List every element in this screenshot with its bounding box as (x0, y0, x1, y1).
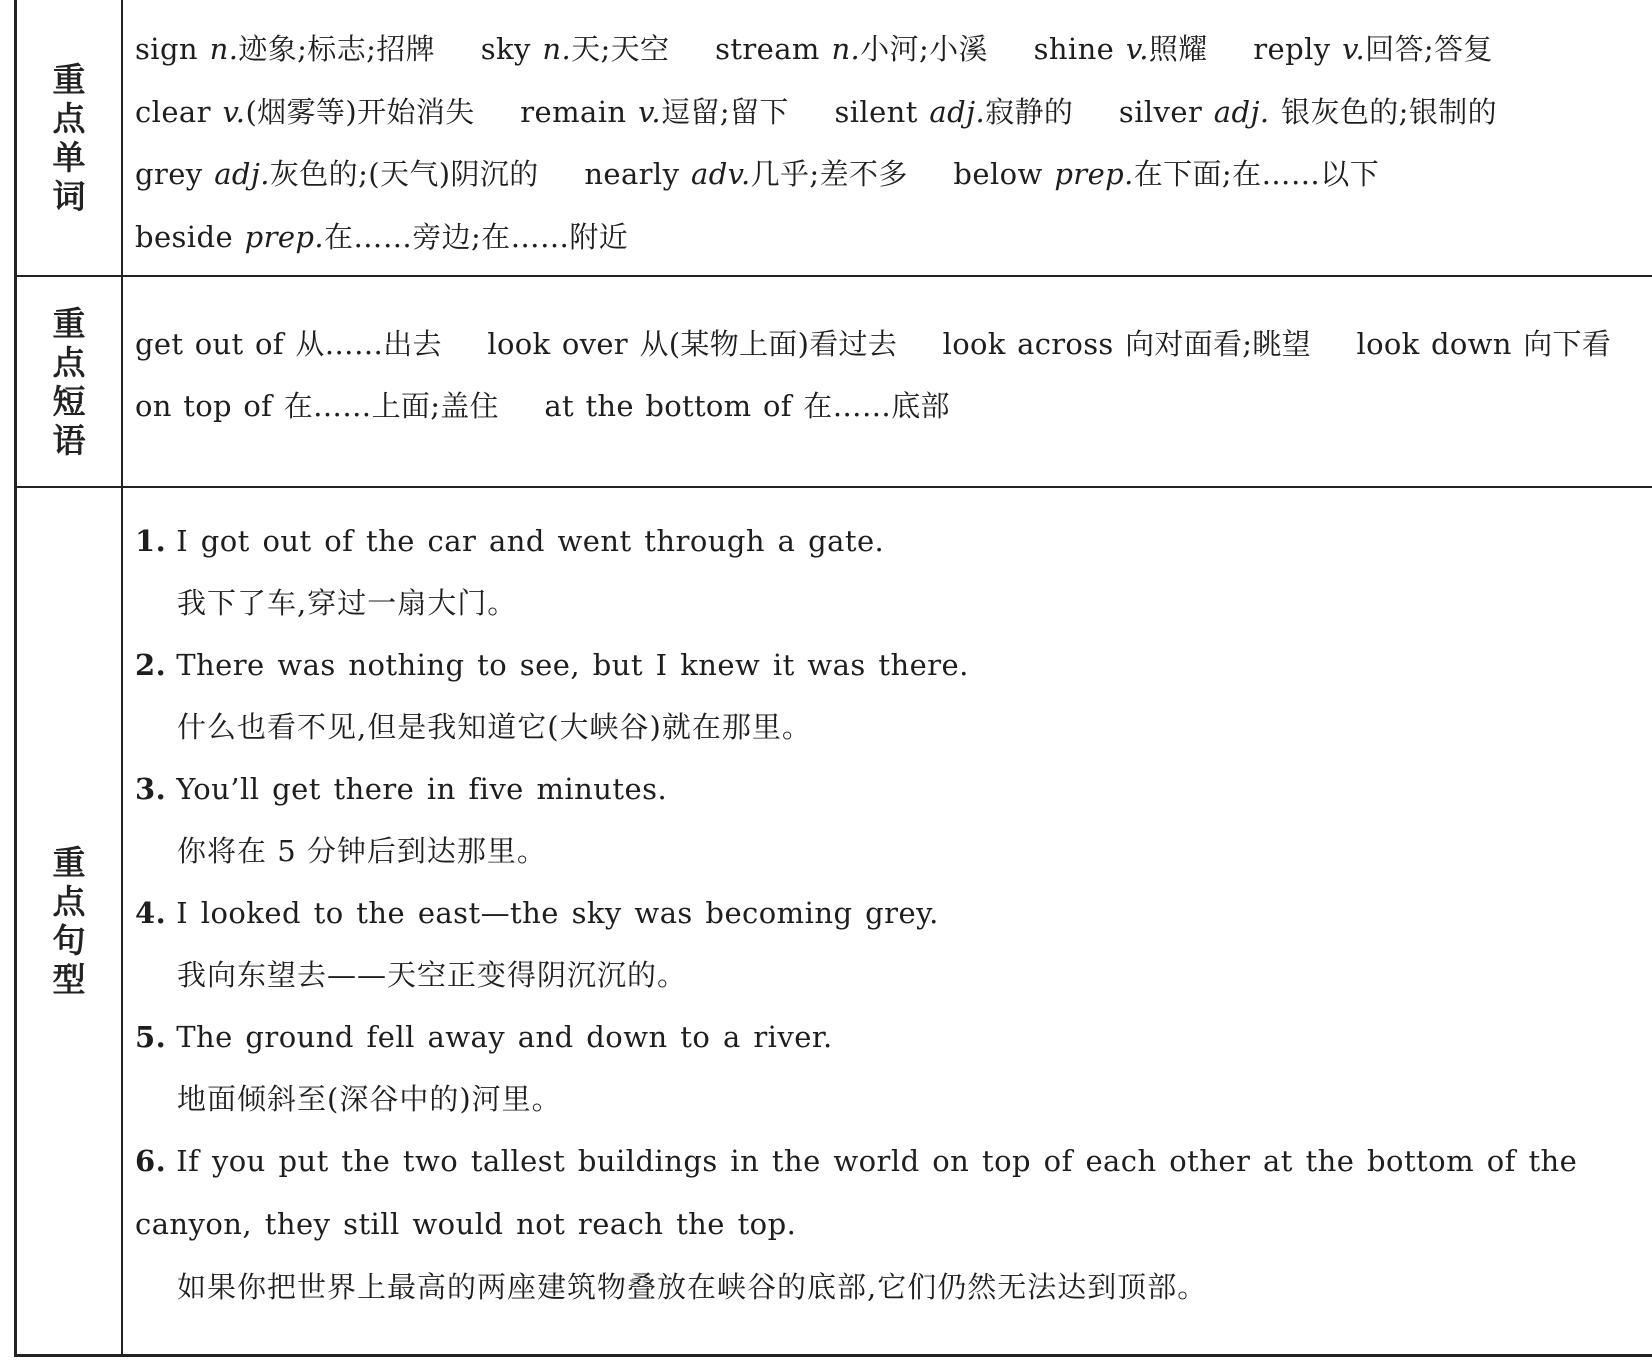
word-pos: v. (1125, 32, 1149, 66)
word-pos: prep. (244, 219, 325, 254)
phrase-text: at the bottom of (544, 389, 792, 423)
word-entry (135, 18, 435, 81)
sentence-english-text: If you put the two tallest buildings in the world on top of each other at the bottom of the canyon, they still would not reach the top. (135, 1144, 1578, 1241)
sentence-english (135, 1130, 1652, 1256)
word-text: clear (135, 94, 211, 129)
word-entry (834, 81, 1073, 144)
word-text: beside (135, 219, 234, 254)
word-meaning: 银灰色的;银制的 (1269, 94, 1498, 129)
phrase-entry (135, 313, 442, 375)
word-meaning: 几乎;差不多 (750, 157, 908, 191)
phrase-meaning: 从(某物上面)看过去 (639, 327, 898, 361)
sentence-number: 5. (135, 1020, 167, 1054)
phrase-text: look down (1356, 327, 1512, 361)
sentence-item (135, 882, 1652, 1006)
key-words-list (123, 0, 1652, 268)
word-pos: n. (542, 32, 572, 66)
word-meaning: (烟雾等)开始消失 (245, 94, 475, 129)
key-sentences-list (123, 488, 1652, 1318)
sentence-chinese: 地面倾斜至(深谷中的)河里。 (177, 1082, 562, 1116)
vocabulary-table-sheet (14, 0, 1652, 1356)
key-phrases-list (123, 277, 1652, 437)
sentence-english-text: There was nothing to see, but I knew it was there. (176, 648, 969, 682)
key-phrases-text (135, 313, 1652, 437)
phrase-meaning: 向对面看;眺望 (1125, 327, 1311, 361)
word-pos: adj. (1213, 94, 1270, 129)
word-entry (1034, 18, 1208, 81)
word-meaning: 回答;答复 (1365, 32, 1493, 66)
sentence-number: 1. (135, 524, 167, 558)
word-text: sky (480, 32, 531, 66)
word-text: silver (1118, 94, 1203, 129)
key-words-cell (122, 0, 1652, 276)
word-meaning: 灰色的;(天气)阴沉的 (269, 157, 539, 191)
sentence-number: 6. (135, 1144, 167, 1178)
word-text: stream (715, 32, 820, 66)
phrase-text: look across (942, 327, 1114, 361)
key-sentences-cell (122, 487, 1652, 1356)
word-text: shine (1033, 32, 1115, 66)
sentence-english (135, 634, 1652, 696)
sentence-item (135, 510, 1652, 634)
sentence-item (135, 1130, 1652, 1318)
key-sentences-label-cell (16, 487, 123, 1356)
phrase-entry (943, 313, 1311, 375)
key-words-row (16, 0, 1652, 276)
phrase-text: get out of (135, 327, 284, 361)
key-phrases-cell (122, 276, 1652, 487)
word-pos: prep. (1054, 157, 1134, 191)
phrase-entry (135, 375, 499, 437)
sentence-english-text: You’ll get there in five minutes. (176, 772, 668, 806)
key-phrases-row (16, 276, 1652, 487)
word-text: nearly (584, 157, 680, 191)
vocabulary-table (14, 0, 1652, 1357)
key-sentences-label: 重点句型 (52, 843, 86, 999)
phrase-entry (487, 313, 897, 375)
key-words-label: 重点单词 (52, 59, 86, 216)
word-pos: adj. (214, 157, 270, 191)
word-text: grey (135, 157, 203, 191)
word-entry (135, 143, 539, 206)
word-meaning: 逗留;留下 (661, 94, 789, 129)
key-phrases-label: 重点短语 (52, 303, 86, 460)
sentence-english (135, 758, 1652, 820)
word-entry (1119, 81, 1497, 144)
word-text: below (953, 157, 1043, 191)
word-entry (1253, 18, 1493, 81)
word-entry (520, 81, 789, 144)
word-text: reply (1253, 32, 1331, 66)
phrase-entry (1357, 313, 1612, 375)
phrase-meaning: 在……上面;盖住 (283, 389, 499, 423)
word-meaning: 寂静的 (985, 94, 1074, 129)
key-words-label-cell (16, 0, 123, 276)
phrase-text: look over (487, 327, 628, 361)
sentence-item (135, 634, 1652, 758)
word-meaning: 天;天空 (571, 32, 670, 66)
phrase-meaning: 从……出去 (295, 327, 442, 361)
word-entry (135, 81, 475, 144)
sentence-english (135, 510, 1652, 572)
word-meaning: 在下面;在……以下 (1133, 157, 1380, 191)
sentence-item (135, 1006, 1652, 1130)
key-phrases-label-cell (16, 276, 123, 487)
key-sentences-row (16, 487, 1652, 1356)
word-text: sign (135, 32, 198, 66)
sentence-chinese: 如果你把世界上最高的两座建筑物叠放在峡谷的底部,它们仍然无法达到顶部。 (177, 1270, 1208, 1304)
word-text: silent (834, 94, 918, 129)
word-text: remain (520, 94, 627, 129)
word-pos: v. (1342, 32, 1366, 66)
sentence-english (135, 882, 1652, 944)
sentence-chinese: 我向东望去——天空正变得阴沉沉的。 (177, 958, 688, 992)
word-meaning: 照耀 (1148, 32, 1208, 66)
sentence-number: 3. (135, 772, 167, 806)
phrase-meaning: 在……底部 (803, 389, 950, 423)
sentence-english (135, 1006, 1652, 1068)
phrase-entry (544, 375, 949, 437)
word-entry (135, 206, 628, 269)
word-meaning: 迹象;标志;招牌 (238, 32, 436, 66)
word-pos: v. (222, 94, 246, 129)
sentence-item (135, 758, 1652, 882)
sentence-english-text: The ground fell away and down to a river. (176, 1020, 833, 1054)
sentence-chinese: 我下了车,穿过一扇大门。 (177, 586, 518, 620)
word-pos: n. (831, 32, 861, 66)
word-pos: v. (638, 94, 662, 129)
word-pos: n. (209, 32, 239, 66)
sentence-english-text: I looked to the east—the sky was becoming grey. (176, 896, 939, 930)
sentence-number: 2. (135, 648, 167, 682)
sentence-english-text: I got out of the car and went through a gate. (176, 524, 885, 558)
word-entry (481, 18, 670, 81)
word-pos: adv. (691, 157, 751, 191)
word-entry (715, 18, 988, 81)
sentence-chinese: 你将在 5 分钟后到达那里。 (177, 834, 547, 868)
word-meaning: 小河;小溪 (860, 32, 988, 66)
word-pos: adj. (929, 94, 986, 129)
sentence-number: 4. (135, 896, 167, 930)
word-entry (584, 143, 907, 206)
sentence-chinese: 什么也看不见,但是我知道它(大峡谷)就在那里。 (177, 710, 812, 744)
phrase-meaning: 向下看 (1523, 327, 1612, 361)
phrase-text: on top of (135, 389, 273, 423)
word-meaning: 在……旁边;在……附近 (324, 219, 629, 254)
word-entry (953, 143, 1379, 206)
